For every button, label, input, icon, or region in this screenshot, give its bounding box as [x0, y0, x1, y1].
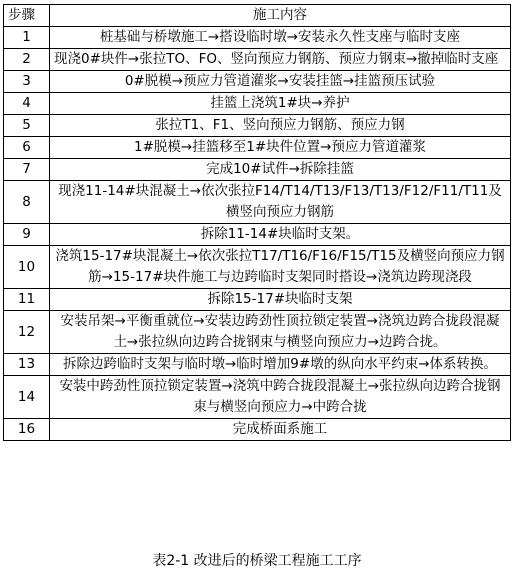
table-body: [4, 27, 511, 441]
table-row: [4, 93, 511, 115]
step-number: 11: [4, 289, 50, 311]
step-number: 14: [4, 376, 50, 419]
step-content: 张拉T1、F1、竖向预应力钢筋、预应力钢: [50, 115, 511, 137]
step-content: 拆除边跨临时支架与临时墩→临时增加9#墩的纵向水平约束→体系转换。: [50, 354, 511, 376]
step-content: 完成桥面系施工: [50, 419, 511, 441]
step-content: 完成10#试件→拆除挂篮: [50, 159, 511, 181]
step-number: 2: [4, 49, 50, 71]
step-number: 8: [4, 181, 50, 224]
step-number: 6: [4, 137, 50, 159]
step-number: 4: [4, 93, 50, 115]
step-number: 16: [4, 419, 50, 441]
table-row: [4, 376, 511, 419]
table-caption: 表2-1 改进后的桥梁工程施工工序: [152, 553, 362, 569]
step-number: 1: [4, 27, 50, 49]
step-content: 现浇11-14#块混凝土→依次张拉F14/T14/T13/F13/T13/F12/F11/T11及横竖向预应力钢筋: [50, 181, 511, 224]
step-content: 拆除15-17#块临时支架: [50, 289, 511, 311]
step-content: 0#脱模→预应力管道灌浆→安装挂篮→挂篮预压试验: [50, 71, 511, 93]
step-number: 7: [4, 159, 50, 181]
step-content: 安装中跨劲性顶拉锁定装置→浇筑中跨合拢段混凝土→张拉纵向边跨合拢钢束与横竖向预应力→中跨合拢: [50, 376, 511, 419]
step-number: 10: [4, 246, 50, 289]
header-content: 施工内容: [50, 5, 511, 27]
table-row: [4, 246, 511, 289]
table-row: [4, 354, 511, 376]
step-content: 安装吊架→平衡重就位→安装边跨劲性顶拉锁定装置→浇筑边跨合拢段混凝土→张拉纵向边跨合拢钢束与横竖向预应力→边跨合拢。: [50, 311, 511, 354]
table-row: [4, 71, 511, 93]
header-step: 步骤: [4, 5, 50, 27]
step-content: 挂篮上浇筑1#块→养护: [50, 93, 511, 115]
step-number: 3: [4, 71, 50, 93]
step-number: 13: [4, 354, 50, 376]
table-row: [4, 137, 511, 159]
table-row: [4, 115, 511, 137]
table-row: [4, 419, 511, 441]
step-content: 浇筑15-17#块混凝土→依次张拉T17/T16/F16/F15/T15及横竖向预应力钢筋→15-17#块件施工与边跨临时支架同时搭设→浇筑边跨现浇段: [50, 246, 511, 289]
table-row: [4, 49, 511, 71]
step-number: 5: [4, 115, 50, 137]
table-row: [4, 181, 511, 224]
table-header-row: [4, 5, 511, 27]
step-number: 9: [4, 224, 50, 246]
step-number: 12: [4, 311, 50, 354]
step-content: 桩基础与桥墩施工→搭设临时墩→安装永久性支座与临时支座: [50, 27, 511, 49]
table-row: [4, 27, 511, 49]
table-row: [4, 289, 511, 311]
construction-steps-table: [3, 4, 511, 441]
step-content: 1#脱模→挂篮移至1#块件位置→预应力管道灌浆: [50, 137, 511, 159]
step-content: 现浇0#块件→张拉TO、FO、竖向预应力钢筋、预应力钢束→撤掉临时支座: [50, 49, 511, 71]
table-row: [4, 311, 511, 354]
table-row: [4, 159, 511, 181]
table-row: [4, 224, 511, 246]
step-content: 拆除11-14#块临时支架。: [50, 224, 511, 246]
